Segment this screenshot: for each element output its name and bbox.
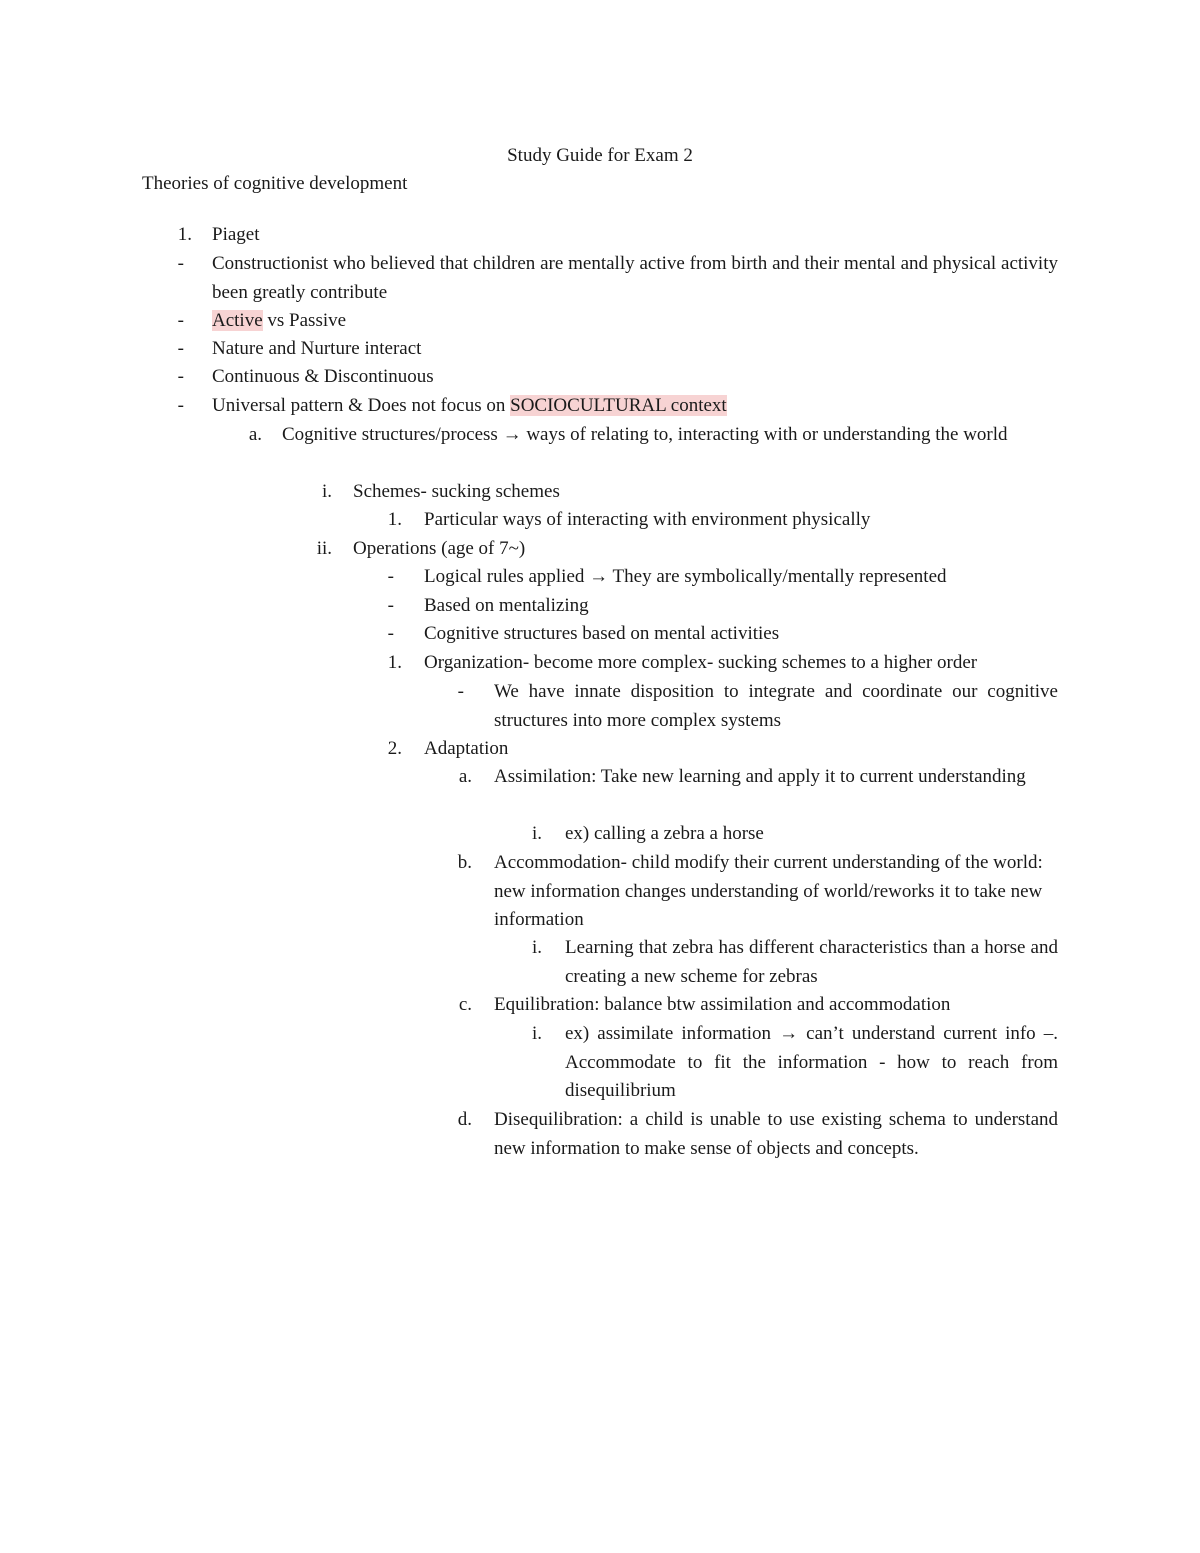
list-marker: - [177,338,184,359]
list-item-text: Learning that zebra has different characteristics than a horse and creating a new scheme for zebras [565,937,1058,987]
list-marker: d. [457,1109,472,1130]
list-marker: - [387,595,394,616]
list-marker: a. [458,766,472,787]
list-item-text: ex) assimilate information → can’t understand current info –. Accommodate to fit the information - how to reach from disequilibrium [565,1023,1058,1102]
list-marker: 1. [387,509,402,530]
highlight: Active [212,310,263,331]
document-title: Study Guide for Exam 2 [507,145,693,166]
list-marker: 1. [177,224,192,245]
list-marker: c. [458,994,472,1015]
list-item-text: ex) calling a zebra a horse [565,823,764,844]
list-item-text: Based on mentalizing [424,595,589,616]
list-item-text: Assimilation: Take new learning and apply it to current understanding [494,766,1026,787]
list-item-text: Cognitive structures/process → ways of relating to, interacting with or understanding the world [282,424,1008,445]
list-item-text: Equilibration: balance btw assimilation and accommodation [494,994,951,1015]
list-marker: 1. [387,652,402,673]
list-item-text: Active vs Passive [212,310,347,331]
list-item-text: Nature and Nurture interact [212,338,422,359]
list-item-text: Particular ways of interacting with environment physically [424,509,871,530]
list-marker: 2. [387,738,402,759]
list-item-text: Organization- become more complex- sucking schemes to a higher order [424,652,978,673]
list-marker: - [387,623,394,644]
list-item-text: Cognitive structures based on mental activities [424,623,780,644]
list-marker: i. [531,937,542,958]
list-marker: - [177,253,184,274]
list-item-text: Constructionist who believed that children are mentally active from birth and their mental and physical activity been greatly contribute [212,253,1058,303]
list-item-text: Universal pattern & Does not focus on SOCIOCULTURAL context [212,395,727,416]
list-item-text: Logical rules applied → They are symbolically/mentally represented [424,566,947,587]
list-marker: i. [531,1023,542,1044]
list-marker: - [457,681,464,702]
list-item-text: Piaget [212,224,260,245]
list-item-text: Disequilibration: a child is unable to use existing schema to understand new information to make sense of objects and concepts. [494,1109,1058,1159]
list-item-text: We have innate disposition to integrate and coordinate our cognitive structures into more complex systems [494,681,1058,731]
list-marker: - [177,310,184,331]
list-marker: b. [457,852,472,873]
list-marker: i. [531,823,542,844]
list-marker: - [177,395,184,416]
list-marker: a. [248,424,262,445]
section-heading: Theories of cognitive development [142,173,408,194]
list-item-text: Operations (age of 7~) [353,538,526,559]
list-item-text: Adaptation [424,738,509,759]
list-marker: i. [321,481,332,502]
list-item-text: Accommodation- child modify their current understanding of the world: new information changes understanding of world/reworks it to take new information [494,852,1043,931]
list-item-text: Schemes- sucking schemes [353,481,560,502]
list-item-text: Continuous & Discontinuous [212,366,434,387]
list-marker: ii. [316,538,332,559]
list-marker: - [387,566,394,587]
highlight: SOCIOCULTURAL context [510,395,727,416]
list-marker: - [177,366,184,387]
